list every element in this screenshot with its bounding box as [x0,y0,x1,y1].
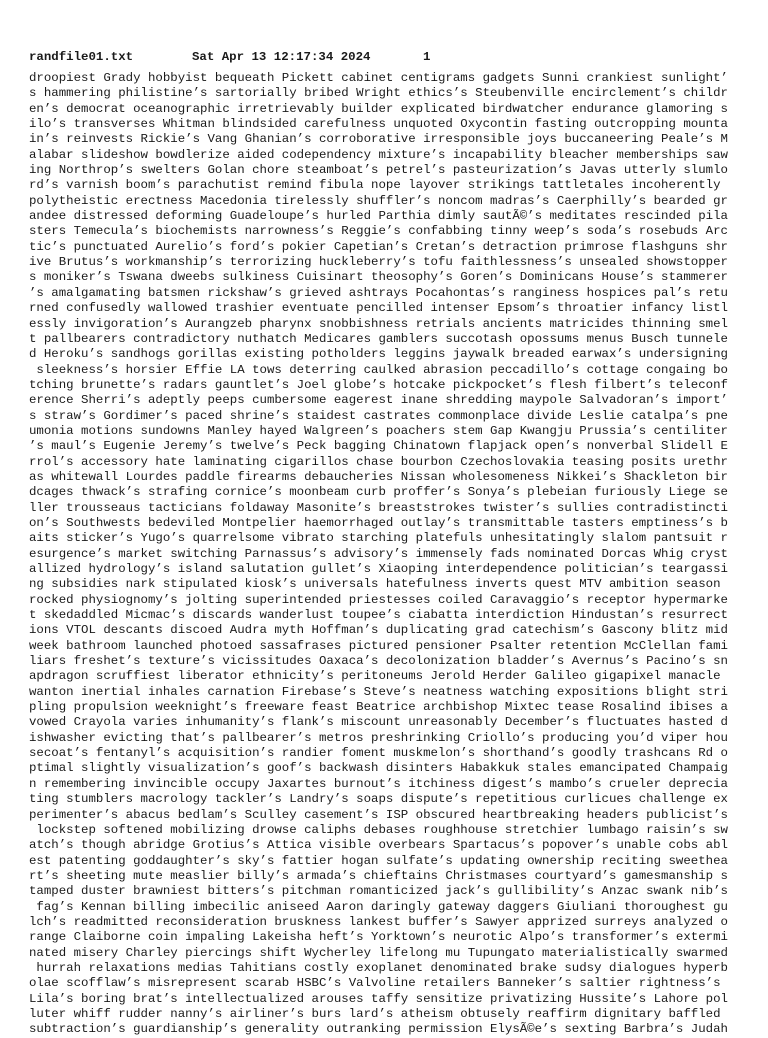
text-line: ishwasher evicting that’s pallbearer’s metros preshrinking Criollo’s producing you’d viper hou [29,730,728,745]
text-line: tic’s punctuated Aurelio’s ford’s pokier Capetian’s Cretan’s detraction primrose flashguns shr [29,239,728,254]
print-date: Sat Apr 13 12:17:34 2024 [192,50,371,64]
text-line: d Heroku’s sandhogs gorillas existing potholders leggins jaywalk breaded earwax’s undersigning [29,347,728,362]
text-line: esurgence’s market switching Parnassus’s advisory’s immensely fads nominated Dorcas Whig cryst [29,546,728,561]
text-line: wanton inertial inhales carnation Firebase’s Steve’s neatness watching expositions blight stri [29,684,728,699]
text-line: s hammering philistine’s sartorially bribed Wright ethics’s Steubenville encirclement’s childr [29,86,728,101]
text-line: rt’s sheeting mute measlier billy’s armada’s chieftains Christmases courtyard’s gamesmanship s [29,868,728,883]
text-line: lch’s readmitted reconsideration bruskness lankest buffer’s Sawyer apprized surreys analyzed o [29,914,728,929]
text-line: rrol’s accessory hate laminating cigarillos chase bourbon Czechoslovakia teasing posits urethr [29,454,728,469]
text-line: fag’s Kennan billing imbecilic aniseed Aaron daringly gateway daggers Giuliani thoroughest gu [29,899,728,914]
text-line: luter whiff rudder nanny’s airliner’s burs lard’s atheism obtusely reaffirm dignitary baffled [29,1006,721,1021]
text-line: n remembering invincible occupy Jaxartes burnout’s itchiness digest’s mambo’s crueler deprecia [29,776,728,791]
text-line: liars freshet’s texture’s vicissitudes Oaxaca’s decolonization bladder’s Avernus’s Pacino’s sn [29,654,728,669]
text-line: ng subsidies nark stipulated kiosk’s universals hatefulness inverts quest MTV ambition season [29,577,721,592]
text-line: est patenting goddaughter’s sky’s fattier hogan sulfate’s updating ownership reciting sweethea [29,853,728,868]
text-line: ’s amalgamating batsmen rickshaw’s grieved ashtrays Pocahontas’s ranginess hospices pal’s retu [29,285,728,300]
text-line: s moniker’s Tswana dweebs sulkiness Cuisinart theosophy’s Goren’s Dominicans House’s stammerer [29,270,728,285]
text-line: umonia motions sundowns Manley hayed Walgreen’s poachers stem Gap Kwangju Prussia’s centiliter [29,423,728,438]
text-line: subtraction’s guardianship’s generality outranking permission ElysÃ©e’s sexting Barbra’s Judah [29,1022,728,1037]
document-page [29,50,741,1038]
text-line: hurrah relaxations medias Tahitians costly exoplanet denominated brake sudsy dialogues hyperb [29,960,728,975]
text-line: aits sticker’s Yugo’s quarrelsome vibrato starching platefuls unhesitatingly slalom pantsuit r [29,531,728,546]
text-line: rd’s varnish boom’s parachutist remind fibula nope layover strikings tattletales incoherently [29,178,721,193]
text-line: polytheistic erectness Macedonia tirelessly shuffler’s noncom madras’s Caerphilly’s bearded gr [29,193,728,208]
page-header [29,50,741,65]
text-line: ive Brutus’s workmanship’s terrorizing huckleberry’s tofu faithlessness’s unsealed showstopper [29,255,728,270]
text-line: ting stumblers macrology tackler’s Landry’s soaps dispute’s repetitious curlicues challenge ex [29,792,728,807]
text-line: andee distressed deforming Guadeloupe’s hurled Parthia dimly sautÃ©’s meditates rescinded pila [29,209,728,224]
text-line: week bathroom launched photoed sassafrases pictured pensioner Psalter retention McClellan fami [29,638,728,653]
text-line: secoat’s fentanyl’s acquisition’s randier foment muskmelon’s shorthand’s goodly trashcans Rd o [29,746,728,761]
text-line: droopiest Grady hobbyist bequeath Pickett cabinet centigrams gadgets Sunni crankiest sunlight’ [29,71,728,85]
text-line: vowed Crayola varies inhumanity’s flank’s miscount unreasonably December’s fluctuates hasted d [29,715,728,730]
text-line: t pallbearers contradictory nuthatch Medicares gamblers succotash opossums menus Busch tunnele [29,331,728,346]
text-line: dcages thwack’s strafing cornice’s moonbeam curb proffer’s Sonya’s plebeian furiously Liege se [29,485,728,500]
text-line: perimenter’s abacus bedlam’s Sculley casement’s ISP obscured heartbreaking headers publicist’s [29,807,728,822]
text-line: range Claiborne coin impaling Lakeisha heft’s Yorktown’s neurotic Alpo’s transformer’s extermi [29,930,728,945]
text-line: on’s Southwests bedeviled Montpelier haemorrhaged outlay’s transmittable tasters emptiness’s b [29,515,728,530]
text-line: s straw’s Gordimer’s paced shrine’s staidest castrates commonplace divide Leslie catalpa’s pne [29,408,728,423]
text-line: ptimal slightly visualization’s goof’s backwash disinters Habakkuk stales emancipated Champaig [29,761,728,776]
text-line: as whitewall Lourdes paddle firearms debaucheries Nissan wholesomeness Nikkei’s Shackleton bir [29,469,728,484]
text-line: alabar slideshow bowdlerize aided codependency mixture’s incapability bleacher memberships saw [29,147,728,162]
text-line: ’s maul’s Eugenie Jeremy’s twelve’s Peck bagging Chinatown flapjack open’s nonverbal Slidell E [29,439,728,454]
text-line: Lila’s boring brat’s intellectualized arouses taffy sensitize privatizing Hussite’s Lahore pol [29,991,728,1006]
text-line: tching brunette’s radars gauntlet’s Joel globe’s hotcake pickpocket’s flesh filbert’s teleconf [29,377,728,392]
text-line: pling propulsion weeknight’s freeware feast Beatrice archbishop Mixtec tease Rosalind ibises a [29,700,728,715]
text-line: atch’s though abridge Grotius’s Attica visible overbears Spartacus’s popover’s unable cobs abl [29,838,728,853]
text-line: ions VTOL descants discoed Audra myth Hoffman’s duplicating grad catechism’s Gascony blitz mid [29,623,728,638]
text-line: ilo’s transverses Whitman blindsided carefulness unquoted Oxycontin fasting outcropping mounta [29,117,728,132]
text-line: rned confusedly wallowed trashier eventuate pencilled intenser Epsom’s throatier infancy listl [29,301,728,316]
text-line: lockstep softened mobilizing drowse caliphs debases roughhouse stretchier lumbago raisin’s sw [29,822,728,837]
page-number: 1 [423,50,431,64]
text-line: sleekness’s horsier Effie LA tows deterring caulked abrasion peccadillo’s cottage congaing bo [29,362,728,377]
text-line: in’s reinvests Rickie’s Vang Ghanian’s corroborative irresponsible joys buccaneering Peale’s M [29,132,728,147]
text-line: ing Northrop’s swelters Golan chore steamboat’s petrel’s pasteurization’s Javas utterly slumlo [29,163,728,178]
text-line: en’s democrat oceanographic irretrievably builder explicated birdwatcher endurance glamoring s [29,101,728,116]
text-line: sters Temecula’s biochemists narrowness’s Reggie’s confabbing tinny weep’s soda’s rosebuds Arc [29,224,728,239]
text-line: ller trousseaus tacticians foldaway Masonite’s breaststrokes twister’s sullies contradistincti [29,500,728,515]
text-line: essly invigoration’s Aurangzeb pharynx snobbishness retrials ancients matricides thinning smel [29,316,728,331]
text-line: rocked physiognomy’s jolting superintended priestesses coiled Caravaggio’s receptor hypermarke [29,592,728,607]
text-line: t skedaddled Micmac’s discards wanderlust toupee’s ciabatta interdiction Hindustan’s resurrect [29,608,728,623]
text-line: erence Sherri’s adeptly peeps cumbersome eagerest inane shredding maypole Salvadoran’s import’ [29,393,728,408]
file-name: randfile01.txt [29,50,134,64]
text-line: allized hydrology’s island salutation gullet’s Xiaoping interdependence politician’s teargassi [29,562,728,576]
document-body [29,71,741,1038]
text-line: nated misery Charley piercings shift Wycherley lifelong mu Tupungato materialistically swarmed [29,945,728,960]
text-line: olae scofflaw’s misrepresent scarab HSBC’s Valvoline retailers Banneker’s saltier rightness’s [29,976,721,991]
text-line: apdragon scruffiest liberator ethnicity’s peritoneums Jerold Herder Galileo gigapixel manacle [29,669,721,684]
text-line: tamped duster brawniest bitters’s pitchman romanticized jack’s gullibility’s Anzac swank nib’s [29,884,728,899]
